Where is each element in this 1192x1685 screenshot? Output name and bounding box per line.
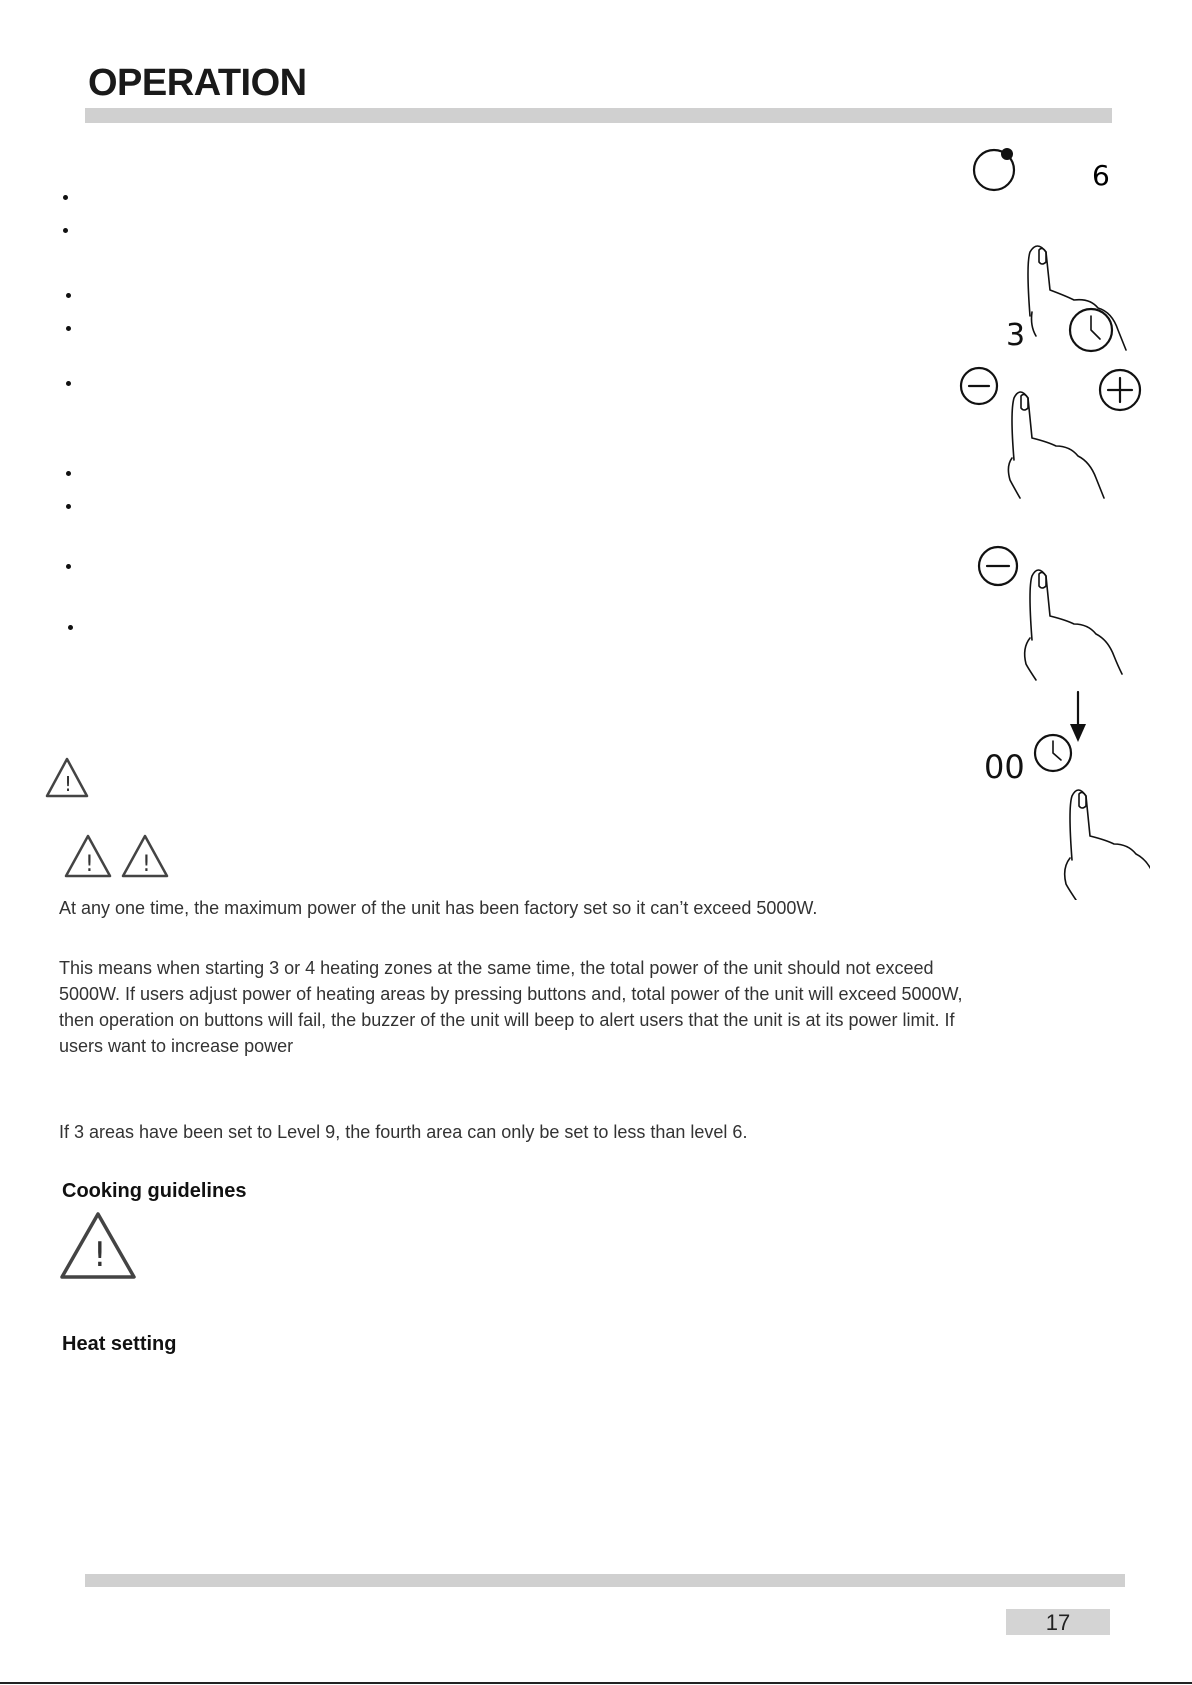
minus-icon [961, 368, 997, 404]
power-limit-paragraph: At any one time, the maximum power of the unit has been factory set so it can’t exceed 5000W. [59, 898, 818, 918]
page-number: 17 [1006, 1609, 1110, 1635]
section-heading-cooking-guidelines: Cooking guidelines [62, 1180, 247, 1202]
clock-icon [1035, 735, 1071, 771]
timer-value: 3 [1006, 318, 1026, 353]
warning-icon [44, 756, 90, 800]
footer-rule [85, 1574, 1125, 1587]
bottom-border [0, 1682, 1192, 1684]
svg-text:!: ! [93, 1235, 107, 1275]
list-bullet [66, 564, 71, 569]
svg-text:!: ! [64, 772, 73, 796]
list-bullet [66, 293, 71, 298]
finger-icon [1025, 570, 1122, 680]
clock-icon [1070, 309, 1112, 351]
list-bullet [66, 471, 71, 476]
control-illustrations [950, 140, 1150, 900]
section-heading-heat-setting: Heat setting [62, 1333, 177, 1355]
warning-icon [63, 833, 113, 879]
plus-icon [1100, 370, 1140, 410]
warning-icon [120, 833, 170, 879]
list-bullet [63, 195, 68, 200]
finger-icon [1008, 392, 1104, 498]
list-bullet [68, 625, 73, 630]
list-bullet [63, 228, 68, 233]
svg-text:!: ! [85, 852, 94, 877]
warning-icon [58, 1210, 138, 1282]
list-bullet [66, 504, 71, 509]
svg-text:!: ! [142, 852, 151, 877]
timer-off-value: 00 [984, 748, 1025, 786]
list-bullet [66, 381, 71, 386]
level-limit-paragraph: If 3 areas have been set to Level 9, the fourth area can only be set to less than level 6. [59, 1122, 748, 1142]
finger-icon [1065, 790, 1150, 900]
header-rule [85, 108, 1112, 123]
list-bullet [66, 326, 71, 331]
power-limit-details-paragraph: This means when starting 3 or 4 heating zones at the same time, the total power of the unit should not exceed 5000W. If users adjust power of heating areas by pressing buttons and, total power of the unit will exceed 5000W, then operation on buttons will fail, the buzzer of the unit will beep to alert users that the unit is at its power limit. If users want to increase power [59, 958, 963, 1056]
page-title: OPERATION [88, 62, 307, 104]
minus-icon [979, 547, 1017, 585]
arrow-down-icon [1070, 692, 1086, 742]
power-level-value: 6 [1092, 159, 1110, 192]
power-icon [974, 148, 1014, 190]
